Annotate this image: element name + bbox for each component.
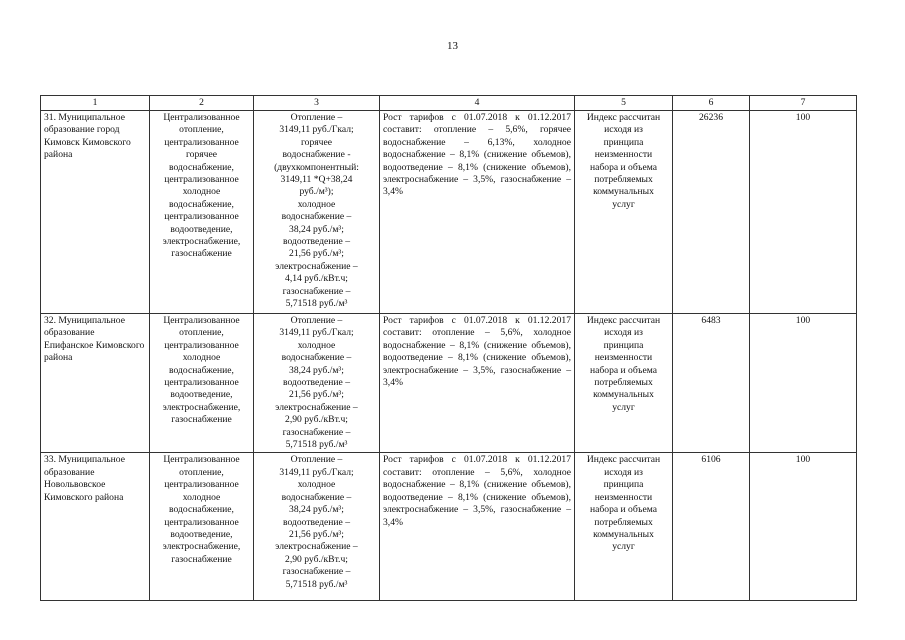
municipality-cell — [41, 314, 150, 453]
tariffs-cell-line: холодное — [297, 479, 336, 491]
services-cell-line: водоснабжение, — [169, 161, 234, 173]
services-cell-line: водоснабжение, — [169, 364, 234, 376]
municipality-name: Муниципальное образование Новольвовское Кимовского района — [44, 454, 125, 503]
tariffs-cell-line: 4,14 руб./кВт.ч; — [285, 273, 348, 285]
services-cell-line: централизованное — [164, 174, 239, 186]
tariffs-cell-line: руб./м³); — [299, 186, 334, 198]
index-note-cell-line: неизменности — [594, 491, 653, 503]
tariffs-cell-line: водоснабжение – — [281, 491, 352, 503]
tariffs-cell-line: водоотведение – — [283, 516, 350, 528]
header-row — [41, 96, 857, 111]
index-note-cell-line: потребляемых — [594, 174, 653, 186]
index-note-cell-line: принципа — [603, 136, 644, 148]
services-cell-line: Централизованное — [163, 454, 240, 466]
index-note-cell-line: набора и объема — [590, 504, 657, 516]
services-cell-line: газоснабжение — [171, 248, 232, 260]
services-cell-line: водоснабжение, — [169, 198, 234, 210]
tariffs-cell-line: газоснабжение – — [282, 426, 351, 438]
municipality-cell — [41, 111, 150, 314]
index-note-cell-line: потребляемых — [594, 377, 653, 389]
index-note-cell-line: принципа — [603, 339, 644, 351]
services-cell-line: водоотведение, — [170, 223, 233, 235]
index-note-cell-line: потребляемых — [594, 516, 653, 528]
percent-cell: 100 — [750, 314, 857, 453]
tariffs-cell-line: Отопление – — [290, 454, 343, 466]
services-cell-line: централизованное — [164, 136, 239, 148]
percent-cell: 100 — [750, 111, 857, 314]
index-note-cell-line: Индекс рассчитан — [586, 454, 661, 466]
tariff-table — [40, 95, 857, 601]
index-note-cell — [575, 314, 673, 453]
row-number: 31. — [44, 112, 56, 123]
page-number: 13 — [447, 40, 458, 52]
services-cell-line: водоотведение, — [170, 528, 233, 540]
index-note-cell-line: Индекс рассчитан — [586, 315, 661, 326]
row-number: 32. — [44, 315, 56, 326]
column-header-5: 5 — [575, 96, 673, 111]
column-header-4: 4 — [380, 96, 575, 111]
tariffs-cell-line: холодное — [297, 198, 336, 210]
index-note-cell-line: Индекс рассчитан — [586, 112, 661, 123]
tariff-growth-cell: Рост тарифов с 01.07.2018 к 01.12.2017 составит: отопление – 5,6%, холодное водоснабжение – 8,1% (снижение объемов), водоотведение – 8,1% (снижение объемов), электроснабжение – 3,5%, газоснабжение – 3,4% — [380, 314, 575, 453]
tariffs-cell-line: водоснабжение – — [281, 352, 352, 364]
column-header-3: 3 — [254, 96, 380, 111]
index-note-cell-line: услуг — [612, 401, 635, 413]
services-cell-line: отопление, — [179, 327, 224, 339]
services-cell — [150, 314, 254, 453]
tariffs-cell-line: 3149,11 руб./Гкал; — [279, 124, 354, 136]
index-note-cell-line: исходя из — [604, 327, 643, 339]
services-cell-line: горячее — [185, 149, 218, 161]
services-cell-line: централизованное — [164, 377, 239, 389]
tariffs-cell-line: Отопление – — [290, 112, 343, 123]
tariffs-cell-line: 5,71518 руб./м³ — [285, 578, 348, 590]
column-header-1: 1 — [41, 96, 150, 111]
tariffs-cell-line: 3149,11 руб./Гкал; — [279, 466, 354, 478]
tariffs-cell-line: 5,71518 руб./м³ — [285, 298, 348, 310]
services-cell-line: водоотведение, — [170, 389, 233, 401]
services-cell-line: отопление, — [179, 466, 224, 478]
tariffs-cell-line: 3149,11 руб./Гкал; — [279, 327, 354, 339]
municipality-name: Муниципальное образование город Кимовск Кимовского района — [44, 112, 131, 161]
tariffs-cell — [254, 453, 380, 601]
services-cell-line: электроснабжение, — [162, 401, 241, 413]
index-note-cell-line: неизменности — [594, 352, 653, 364]
tariffs-cell-line: (двухкомпонентный: — [274, 161, 359, 173]
tariffs-cell-line: электроснабжение – — [275, 401, 358, 413]
services-cell-line: Централизованное — [163, 315, 240, 326]
tariff-growth-cell: Рост тарифов с 01.07.2018 к 01.12.2017 составит: отопление – 5,6%, холодное водоснабжение – 8,1% (снижение объемов), водоотведение – 8,1% (снижение объемов), электроснабжение – 3,5%, газоснабжение – 3,4% — [380, 453, 575, 601]
services-cell-line: электроснабжение, — [162, 541, 241, 553]
tariffs-cell-line: холодное — [297, 339, 336, 351]
index-note-cell — [575, 453, 673, 601]
tariffs-cell-line: 3149,11 *Q+38,24 — [280, 174, 353, 186]
index-note-cell — [575, 111, 673, 314]
tariffs-cell-line: водоснабжение - — [282, 149, 351, 161]
tariffs-cell-line: газоснабжение – — [282, 566, 351, 578]
index-note-cell-line: коммунальных — [593, 186, 654, 198]
index-note-cell-line: коммунальных — [593, 528, 654, 540]
tariffs-cell-line: 38,24 руб./м³; — [289, 223, 344, 235]
index-note-cell-line: коммунальных — [593, 389, 654, 401]
tariffs-cell-line: 21,56 руб./м³; — [289, 528, 344, 540]
index-note-cell-line: принципа — [603, 479, 644, 491]
services-cell-line: газоснабжение — [171, 414, 232, 426]
tariffs-cell — [254, 314, 380, 453]
tariffs-cell-line: 5,71518 руб./м³ — [285, 439, 348, 451]
percent-cell: 100 — [750, 453, 857, 601]
index-note-cell-line: исходя из — [604, 124, 643, 136]
tariffs-cell-line: 38,24 руб./м³; — [289, 364, 344, 376]
services-cell-line: централизованное — [164, 211, 239, 223]
tariffs-cell-line: Отопление – — [290, 315, 343, 326]
column-header-2: 2 — [150, 96, 254, 111]
services-cell-line: холодное — [182, 186, 221, 198]
tariff-growth-cell: Рост тарифов с 01.07.2018 к 01.12.2017 составит: отопление – 5,6%, горячее водоснабжение – 6,13%, холодное водоснабжение – 8,1% (снижение объемов), водоотведение – 8,1% (снижение объемов), электроснабжение – 3,5%, газоснабжение – 3,4% — [380, 111, 575, 314]
row-number: 33. — [44, 454, 56, 466]
tariffs-cell-line: 38,24 руб./м³; — [289, 504, 344, 516]
population-cell: 26236 — [673, 111, 750, 314]
index-note-cell-line: набора и объема — [590, 364, 657, 376]
index-note-cell-line: услуг — [612, 198, 635, 210]
tariffs-cell-line: газоснабжение – — [282, 285, 351, 297]
tariffs-cell-line: водоснабжение – — [281, 211, 352, 223]
tariffs-cell-line: горячее — [300, 136, 333, 148]
tariffs-cell-line: водоотведение – — [283, 236, 350, 248]
population-cell: 6483 — [673, 314, 750, 453]
services-cell-line: централизованное — [164, 516, 239, 528]
column-header-7: 7 — [750, 96, 857, 111]
table-row — [41, 111, 857, 314]
tariffs-cell-line: электроснабжение – — [275, 541, 358, 553]
services-cell-line: Централизованное отопление, — [163, 112, 240, 136]
table-row — [41, 314, 857, 453]
tariffs-cell-line: водоотведение – — [283, 377, 350, 389]
services-cell-line: электроснабжение, — [162, 236, 241, 248]
tariffs-cell-line: 21,56 руб./м³; — [289, 389, 344, 401]
tariffs-cell-line: 2,90 руб./кВт.ч; — [285, 553, 348, 565]
column-header-6: 6 — [673, 96, 750, 111]
services-cell-line: холодное — [182, 491, 221, 503]
municipality-cell — [41, 453, 150, 601]
services-cell-line: централизованное — [164, 339, 239, 351]
tariffs-cell-line: электроснабжение – — [275, 260, 358, 272]
index-note-cell-line: исходя из — [604, 466, 643, 478]
services-cell-line: холодное — [182, 352, 221, 364]
services-cell-line: централизованное — [164, 479, 239, 491]
table-row — [41, 453, 857, 601]
tariffs-cell-line: 21,56 руб./м³; — [289, 248, 344, 260]
population-cell: 6106 — [673, 453, 750, 601]
services-cell — [150, 111, 254, 314]
tariffs-cell-line: 2,90 руб./кВт.ч; — [285, 414, 348, 426]
services-cell-line: газоснабжение — [171, 553, 232, 565]
index-note-cell-line: неизменности — [594, 149, 653, 161]
services-cell — [150, 453, 254, 601]
municipality-name: Муниципальное образование Епифанское Кимовского района — [44, 315, 145, 364]
tariffs-cell — [254, 111, 380, 314]
index-note-cell-line: услуг — [612, 541, 635, 553]
index-note-cell-line: набора и объема — [590, 161, 657, 173]
services-cell-line: водоснабжение, — [169, 504, 234, 516]
